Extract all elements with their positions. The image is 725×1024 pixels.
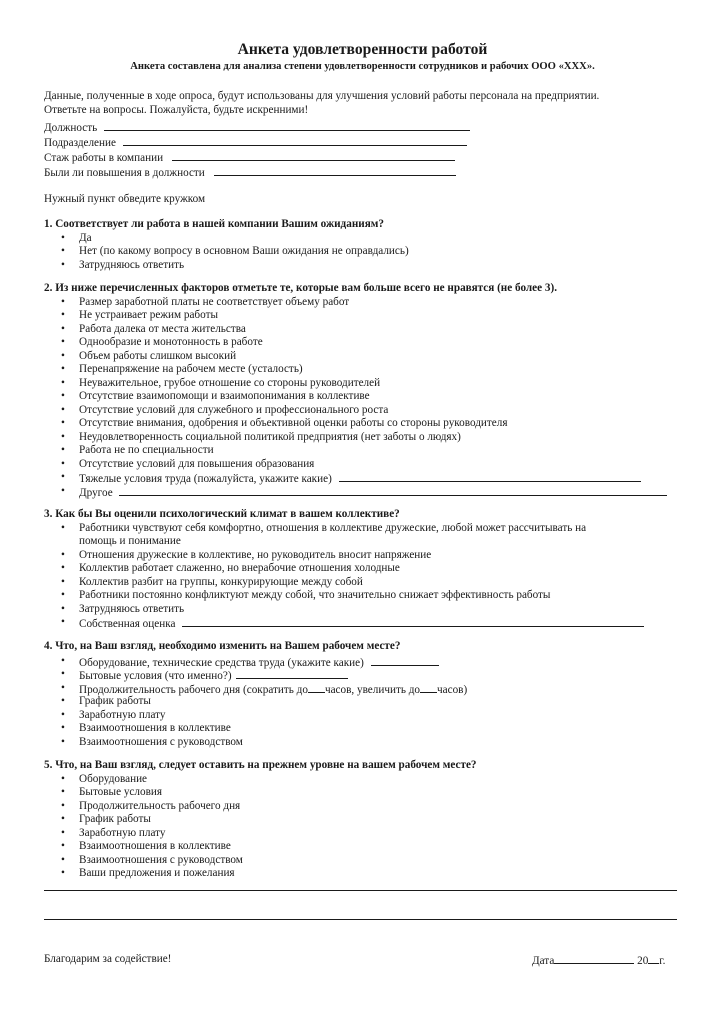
q2-option[interactable]: Не устраивает режим работы [79,309,218,321]
bullet: • [61,854,65,866]
bullet: • [61,549,65,561]
q4-title: 4. Что, на Ваш взгляд, необходимо изменить на Вашем рабочем месте? [44,640,401,652]
date-line[interactable] [554,953,634,964]
q2-option-label: Тяжелые условия труда (пожалуйста, укажите какие) [79,473,332,485]
field-promotions-label: Были ли повышения в должности [44,167,205,179]
bullet: • [61,668,65,680]
suggestions-line-1[interactable] [44,890,677,891]
suggestions-line-2[interactable] [44,919,677,920]
field-department [44,135,467,150]
intro-line-2: Ответьте на вопросы. Пожалуйста, будьте искренними! [44,104,309,116]
field-position-label: Должность [44,122,98,134]
q5-title: 5. Что, на Ваш взгляд, следует оставить на прежнем уровне на вашем рабочем месте? [44,759,477,771]
bullet: • [61,786,65,798]
bullet: • [61,431,65,443]
date-label: Дата [532,955,555,967]
bullet: • [61,695,65,707]
bullet: • [61,404,65,416]
q4-increase-hours-line[interactable] [420,682,437,693]
q2-option[interactable]: Объем работы слишком высокий [79,350,237,362]
q5-option[interactable]: График работы [79,813,151,825]
q4-living-line[interactable] [236,668,348,679]
q1-option[interactable]: Да [79,232,92,244]
q4-option-label: Бытовые условия (что именно?) [79,670,232,682]
q1-option[interactable]: Нет (по какому вопросу в основном Ваши ожидания не оправдались) [79,245,409,257]
q5-option[interactable]: Бытовые условия [79,786,162,798]
q2-option[interactable]: Перенапряжение на рабочем месте (усталость) [79,363,303,375]
q3-option[interactable]: Отношения дружеские в коллективе, но руководитель вносит напряжение [79,549,432,561]
field-department-label: Подразделение [44,137,116,149]
field-position [44,120,470,135]
field-tenure-line[interactable] [172,150,455,161]
q3-option[interactable]: Коллектив работает слаженно, но внерабочие отношения холодные [79,562,400,574]
bullet: • [61,336,65,348]
q3-option[interactable]: Затрудняюсь ответить [79,603,185,615]
bullet: • [61,867,65,879]
bullet: • [61,722,65,734]
q2-option[interactable]: Однообразие и монотонность в работе [79,336,263,348]
year-line[interactable] [648,953,659,964]
q2-option[interactable]: Неуважительное, грубое отношение со стороны руководителей [79,377,381,389]
thanks-text: Благодарим за содействие! [44,953,172,965]
bullet: • [61,232,65,244]
field-position-line[interactable] [104,120,470,131]
q2-option[interactable]: Размер заработной платы не соответствует объему работ [79,296,350,308]
q2-option[interactable]: Работа далека от места жительства [79,323,246,335]
q4-workday-text-c: часов) [437,684,468,696]
field-tenure [44,150,455,165]
q3-option[interactable]: Работники чувствуют себя комфортно, отношения в коллективе дружеские, любой может рассчитывать на [79,522,587,534]
q5-option[interactable]: Продолжительность рабочего дня [79,800,241,812]
intro-line-1: Данные, полученные в ходе опроса, будут использованы для улучшения условий работы персонала на предприятии. [44,90,600,102]
q5-option[interactable]: Оборудование [79,773,148,785]
q2-option[interactable]: Отсутствие условий для служебного и профессионального роста [79,404,389,416]
q2-option-label: Другое [79,487,113,499]
q3-option[interactable]: Работники постоянно конфликтуют между собой, что значительно снижает эффективность работы [79,589,551,601]
bullet: • [61,655,65,667]
bullet: • [61,773,65,785]
q2-option[interactable]: Неудовлетворенность социальной политикой предприятия (нет заботы о людях) [79,431,461,443]
instruction: Нужный пункт обведите кружком [44,193,206,205]
q3-own-assessment-line[interactable] [182,616,644,627]
q3-option[interactable]: Коллектив разбит на группы, конкурирующие между собой [79,576,363,588]
q4-option[interactable]: График работы [79,695,151,707]
bullet: • [61,800,65,812]
bullet: • [61,562,65,574]
bullet: • [61,813,65,825]
bullet: • [61,827,65,839]
q2-option[interactable]: Отсутствие взаимопомощи и взаимопонимания в коллективе [79,390,370,402]
q3-option-own-assessment[interactable] [79,616,644,631]
bullet: • [61,363,65,375]
bullet: • [61,709,65,721]
bullet: • [61,377,65,389]
q3-option-label: Собственная оценка [79,618,176,630]
q4-option-label: Оборудование, технические средства труда (укажите какие) [79,657,364,669]
bullet: • [61,736,65,748]
q1-option[interactable]: Затрудняюсь ответить [79,259,185,271]
q4-option[interactable]: Взаимоотношения с руководством [79,736,243,748]
bullet: • [61,471,65,483]
field-promotions [44,165,456,180]
q2-title: 2. Из ниже перечисленных факторов отметьте те, которые вам больше всего не нравятся (не более 3). [44,282,558,294]
bullet: • [61,485,65,497]
field-tenure-label: Стаж работы в компании [44,152,164,164]
q2-hard-conditions-line[interactable] [339,471,641,482]
q4-workday-text-b: часов, увеличить до [324,684,421,696]
q4-workday-text-a: Продолжительность рабочего дня (сократить до [79,684,308,696]
bullet: • [61,682,65,694]
bullet: • [61,576,65,588]
bullet: • [61,444,65,456]
field-promotions-line[interactable] [214,165,456,176]
bullet: • [61,296,65,308]
field-department-line[interactable] [123,135,467,146]
bullet: • [61,323,65,335]
date-field [532,953,665,968]
bullet: • [61,245,65,257]
q4-reduce-hours-line[interactable] [308,682,325,693]
q2-option[interactable]: Отсутствие внимания, одобрения и объективной оценки работы со стороны руководителя [79,417,508,429]
q5-option[interactable]: Взаимоотношения в коллективе [79,840,231,852]
q2-other-line[interactable] [119,485,667,496]
q3-option-continued: помощь и понимание [79,535,181,547]
bullet: • [61,840,65,852]
bullet: • [61,259,65,271]
q2-option-other[interactable] [79,485,667,500]
q4-equipment-line[interactable] [371,655,439,666]
year-suffix: г. [659,955,666,967]
bullet: • [61,603,65,615]
q5-option[interactable]: Ваши предложения и пожелания [79,867,235,879]
bullet: • [61,309,65,321]
q4-option[interactable]: Заработную плату [79,709,166,721]
bullet: • [61,616,65,628]
bullet: • [61,390,65,402]
year-prefix: 20 [637,955,649,967]
q4-option[interactable]: Взаимоотношения в коллективе [79,722,231,734]
q5-option[interactable]: Заработную плату [79,827,166,839]
q2-option[interactable]: Работа не по специальности [79,444,214,456]
bullet: • [61,522,65,534]
q5-option[interactable]: Взаимоотношения с руководством [79,854,243,866]
bullet: • [61,458,65,470]
q2-option[interactable]: Отсутствие условий для повышения образования [79,458,315,470]
bullet: • [61,589,65,601]
q1-title: 1. Соответствует ли работа в нашей компании Вашим ожиданиям? [44,218,384,230]
page-subtitle: Анкета составлена для анализа степени удовлетворенности сотрудников и рабочих ООО «ХХХ». [130,61,595,72]
page-title: Анкета удовлетворенности работой [237,41,488,58]
bullet: • [61,417,65,429]
bullet: • [61,350,65,362]
q3-title: 3. Как бы Вы оценили психологический климат в вашем коллективе? [44,508,400,520]
